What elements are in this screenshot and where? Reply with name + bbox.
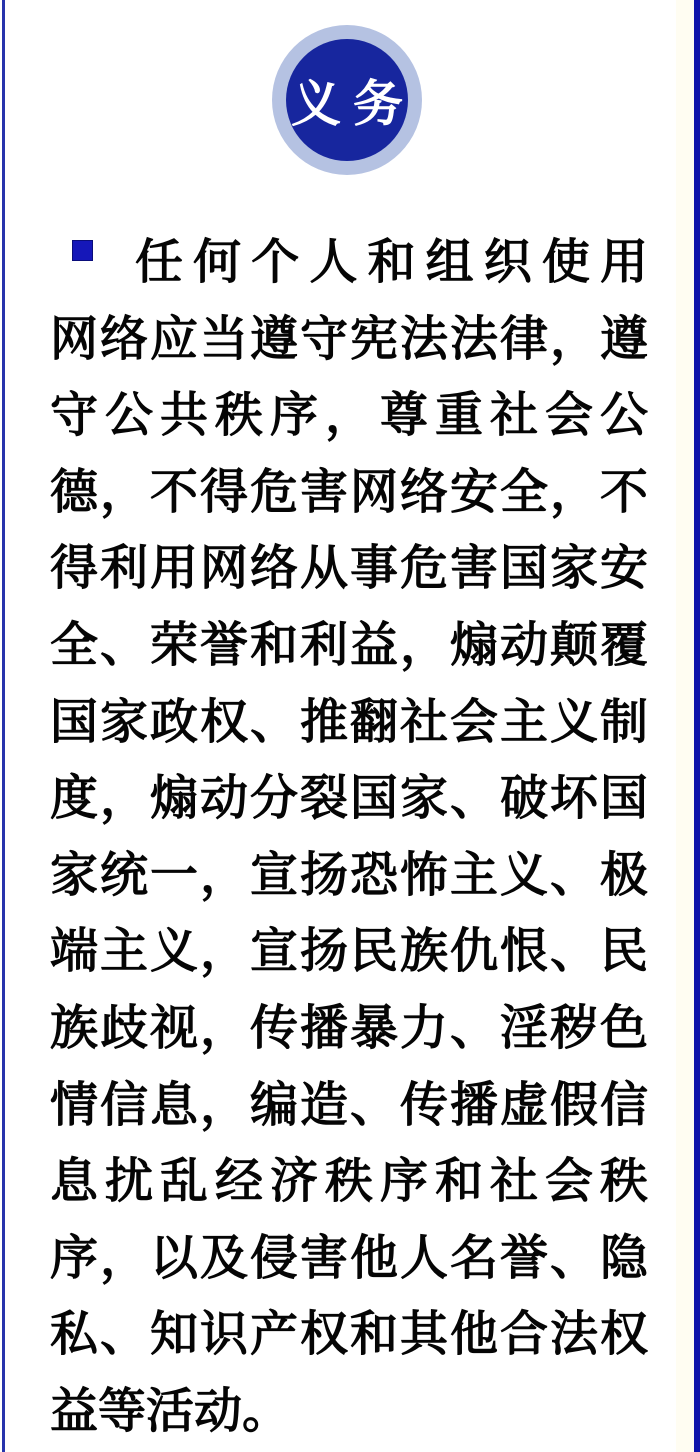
- text-line-5: 得利用网络从事危害国家安: [50, 542, 648, 596]
- duty-badge-label: 义务: [291, 76, 415, 132]
- text-line-16: 益等活动。: [50, 1384, 291, 1438]
- text-line-14: 序，以及侵害他人名誉、隐: [50, 1231, 648, 1285]
- text-line-7: 国家政权、推翻社会主义制: [50, 695, 648, 749]
- text-line-11: 族歧视，传播暴力、淫秽色: [50, 1001, 648, 1055]
- text-line-4: 德，不得危害网络安全，不: [50, 465, 648, 519]
- text-line-15: 私、知识产权和其他合法权: [50, 1308, 648, 1362]
- text-line-3: 守公共秩序，尊重社会公: [50, 389, 648, 443]
- duty-badge: [272, 25, 422, 175]
- text-line-10: 端主义，宣扬民族仇恨、民: [50, 925, 648, 979]
- text-line-13: 息扰乱经济秩序和社会秩: [50, 1155, 648, 1209]
- text-line-6: 全、荣誉和利益，煽动颠覆: [50, 618, 648, 672]
- left-border-line: [2, 0, 5, 1452]
- text-line-2: 网络应当遵守宪法法律，遵: [50, 312, 648, 366]
- text-line-12: 情信息，编造、传播虚假信: [50, 1078, 648, 1132]
- text-line-1: 任何个人和组织使用: [135, 236, 648, 289]
- text-line-9: 家统一，宣扬恐怖主义、极: [50, 848, 648, 902]
- paragraph: [50, 225, 648, 1451]
- right-border-bar: [694, 0, 700, 1452]
- text-line-8: 度，煽动分裂国家、破坏国: [50, 772, 648, 826]
- duty-badge-circle: [286, 39, 415, 161]
- right-ivory-strip: [676, 0, 694, 1452]
